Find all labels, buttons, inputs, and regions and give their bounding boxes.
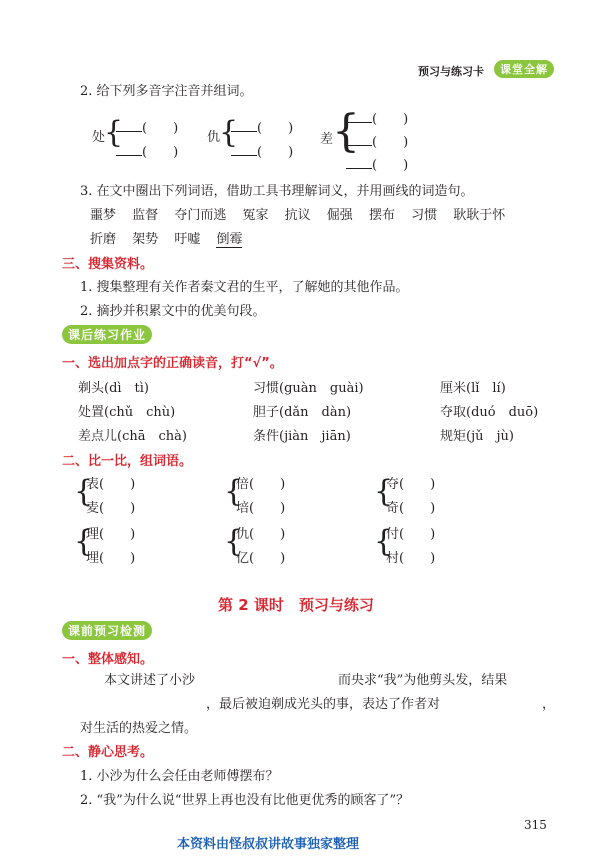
- pinyin-item: 剃头(dì tì): [78, 381, 150, 396]
- pinyin-item: 习惯(guàn guài): [253, 381, 364, 396]
- fill-text: ，: [542, 697, 556, 712]
- polyphone-char: 处: [92, 130, 106, 145]
- compare-pair: { 理( ) 埋( ): [74, 524, 136, 566]
- think-question-2: 2. “我”为什么说“世界上再也没有比他更优秀的顾客了”？: [80, 793, 410, 808]
- brace-icon: {: [224, 474, 244, 509]
- word: 倔强: [326, 208, 353, 223]
- fill-text: 本文讲述了小沙: [104, 673, 196, 688]
- word: 摆布: [368, 208, 395, 223]
- fill-text: 对生活的热爱之情。: [80, 721, 198, 736]
- polyphone-group-2: [207, 113, 327, 159]
- section-3-title: 三、搜集资料。: [62, 257, 154, 272]
- compare-pair: { 仇( ) 亿( ): [224, 524, 286, 566]
- polyphone-slot: ( ): [346, 108, 408, 127]
- compare-pair: { 付( ) 村( ): [374, 524, 436, 566]
- word: 监督: [132, 208, 159, 223]
- word: 冤家: [242, 208, 269, 223]
- polyphone-group-3: [320, 104, 440, 174]
- word-underlined: 倒霉: [216, 232, 243, 247]
- word: 架势: [132, 232, 159, 247]
- word: 耿耿于怀: [453, 208, 506, 223]
- header-label: 预习与练习卡: [418, 65, 484, 78]
- after-class-section-1-title: 一、选出加点字的正确读音，打“√”。: [62, 356, 283, 371]
- pinyin-item: 规矩(jǔ jù): [440, 429, 514, 444]
- footer-credit: 本资料由怪叔叔讲故事独家整理: [177, 837, 360, 852]
- brace-icon: {: [374, 524, 394, 559]
- polyphone-slot: ( ): [231, 117, 293, 136]
- polyphone-char: 差: [320, 132, 334, 147]
- lesson2-section-2-title: 二、静心思考。: [62, 745, 154, 760]
- brace-icon: {: [219, 115, 239, 150]
- polyphone-group-1: [92, 113, 212, 159]
- polyphone-char: 仇: [207, 130, 221, 145]
- polyphone-slot: ( ): [346, 131, 408, 150]
- question-3: 3. 在文中圈出下列词语，借助工具书理解词义，并用画线的词造句。: [80, 184, 474, 199]
- brace-icon: {: [224, 524, 244, 559]
- brace-icon: {: [374, 474, 394, 509]
- word: 吁嘘: [174, 232, 201, 247]
- pinyin-item: 处置(chǔ chù): [78, 405, 176, 420]
- header-badge: 课堂全解: [494, 60, 554, 78]
- word: 折磨: [90, 232, 117, 247]
- after-class-section-2-title: 二、比一比，组词语。: [62, 454, 193, 469]
- pinyin-item: 条件(jiàn jiān): [253, 429, 351, 444]
- compare-pair: { 夺( ) 奇( ): [374, 474, 436, 516]
- word-list-1: [90, 204, 505, 223]
- word: 抗议: [284, 208, 311, 223]
- word: 夺门而逃: [174, 208, 227, 223]
- brace-icon: {: [332, 106, 360, 157]
- after-class-tag: 课后练习作业: [62, 325, 152, 344]
- compare-pair: { 表( ) 麦( ): [74, 474, 136, 516]
- polyphone-slot: ( ): [116, 141, 178, 160]
- section-3-item-2: 2. 摘抄并积累文中的优美句段。: [80, 304, 266, 319]
- pinyin-item: 厘米(lǐ lí): [440, 381, 506, 396]
- word: 习惯: [411, 208, 438, 223]
- brace-icon: {: [74, 474, 94, 509]
- pinyin-item: 差点儿(chā chà): [78, 429, 187, 444]
- pinyin-item: 胆子(dǎn dàn): [253, 405, 352, 420]
- preclass-tag: 课前预习检测: [62, 621, 152, 640]
- pinyin-item: 夺取(duó duō): [440, 405, 539, 420]
- lesson-title: 第 2 课时 预习与练习: [218, 596, 374, 614]
- page-number: 315: [524, 818, 547, 832]
- compare-pair: { 倍( ) 培( ): [224, 474, 286, 516]
- think-question-1: 1. 小沙为什么会任由老师傅摆布？: [80, 769, 279, 784]
- brace-icon: {: [104, 115, 124, 150]
- polyphone-slot: ( ): [346, 154, 408, 173]
- polyphone-slot: ( ): [116, 117, 178, 136]
- fill-text: 而央求“我”为他剪头发，结果: [338, 673, 508, 688]
- polyphone-slot: ( ): [231, 141, 293, 160]
- brace-icon: {: [74, 524, 94, 559]
- fill-text: ，最后被迫剃成光头的事，表达了作者对: [206, 697, 441, 712]
- word-list-2: [90, 228, 242, 247]
- section-3-item-1: 1. 搜集整理有关作者秦文君的生平，了解她的其他作品。: [80, 280, 409, 295]
- word: 噩梦: [90, 208, 117, 223]
- lesson2-section-1-title: 一、整体感知。: [62, 652, 154, 667]
- question-2: 2. 给下列多音字注音并组词。: [80, 84, 253, 99]
